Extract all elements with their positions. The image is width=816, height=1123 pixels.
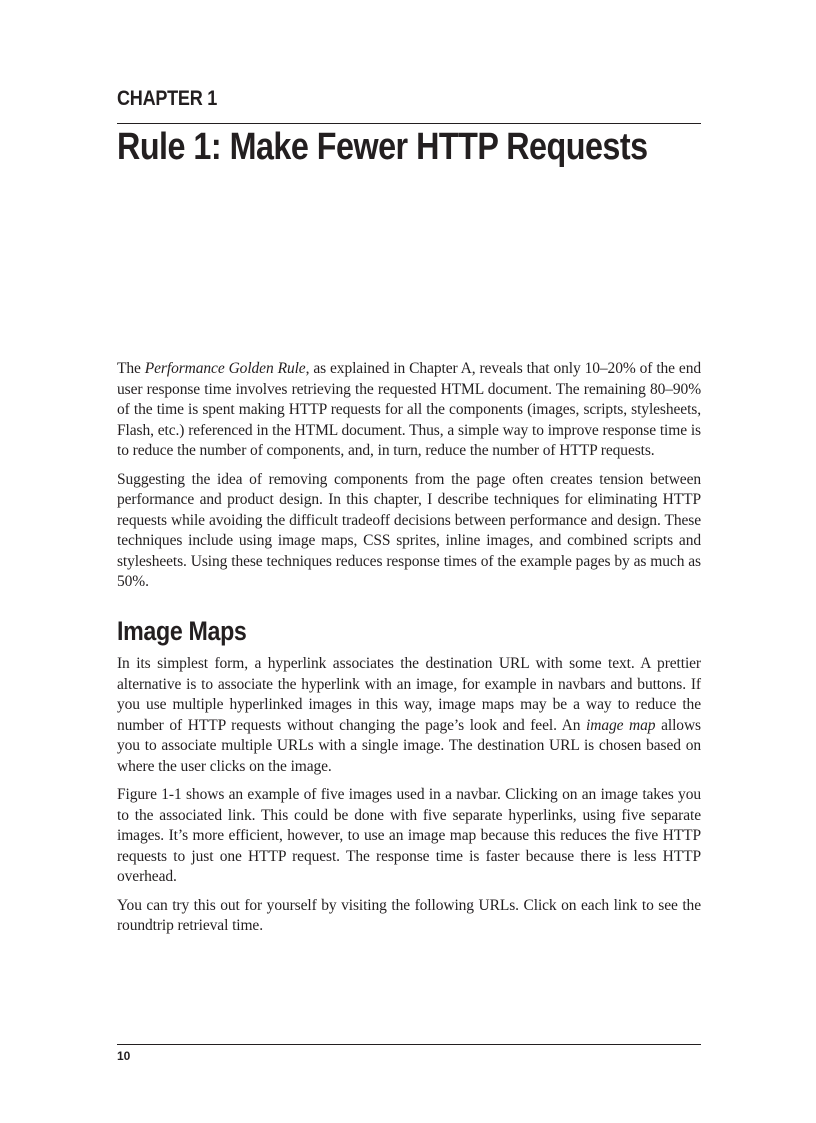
- chapter-title: Rule 1: Make Fewer HTTP Requests: [117, 126, 648, 168]
- chapter-label: CHAPTER 1: [117, 87, 218, 110]
- footer-divider: [117, 1044, 701, 1045]
- chapter-divider: [117, 123, 701, 124]
- image-maps-p1-before: In its simplest form, a hyperlink associates the destination URL with some text. A prettier alternative is to associate the hyperlink with an image, for example in navbars and buttons. If you use multiple hyperlinked images in this way, image maps may be a way to reduce the number of HTTP requests without changing the page’s look and feel. An: [117, 655, 701, 734]
- intro-p1-before: The: [117, 360, 145, 377]
- intro-p1-emphasis: Performance Golden Rule: [144, 360, 306, 377]
- body-text: [117, 359, 701, 945]
- image-maps-paragraph-2: Figure 1-1 shows an example of five images used in a navbar. Clicking on an image takes you to the associated link. This could be done with five separate hyperlinks, using five separate images. It’s more efficient, however, to use an image map because this reduces the five HTTP requests to just one HTTP request. The response time is faster because there is less HTTP overhead.: [117, 786, 701, 886]
- section-heading-image-maps: Image Maps: [117, 615, 247, 646]
- image-maps-p1-emphasis: image map: [586, 716, 656, 734]
- page-number: 10: [117, 1049, 131, 1063]
- intro-p1-after: , as explained in Chapter A, reveals that only 10–20% of the end user response time involves retrieving the requested HTML document. The remaining 80–90% of the time is spent making HTTP requests for all the components (images, scripts, stylesheets, Flash, etc.) referenced in the HTML document. Thus, a simple way to improve response time is to reduce the number of components, and, in turn, reduce the number of HTTP requests.: [117, 360, 702, 459]
- intro-paragraph-2: Suggesting the idea of removing components from the page often creates tension between performance and product design. In this chapter, I describe techniques for eliminating HTTP requests while avoiding the difficult tradeoff decisions between performance and design. These techniques include using image maps, CSS sprites, inline images, and combined scripts and stylesheets. Using these techniques reduces response times of the example pages by as much as 50%.: [117, 470, 701, 590]
- intro-paragraph-1: [117, 359, 701, 462]
- image-maps-p1-after: allows you to associate multiple URLs with a single image. The destination URL is chosen based on where the user clicks on the image.: [117, 716, 701, 775]
- book-page: [117, 0, 701, 1123]
- image-maps-paragraph-1: [117, 654, 701, 777]
- image-maps-paragraph-3: You can try this out for yourself by visiting the following URLs. Click on each link to see the roundtrip retrieval time.: [117, 896, 701, 935]
